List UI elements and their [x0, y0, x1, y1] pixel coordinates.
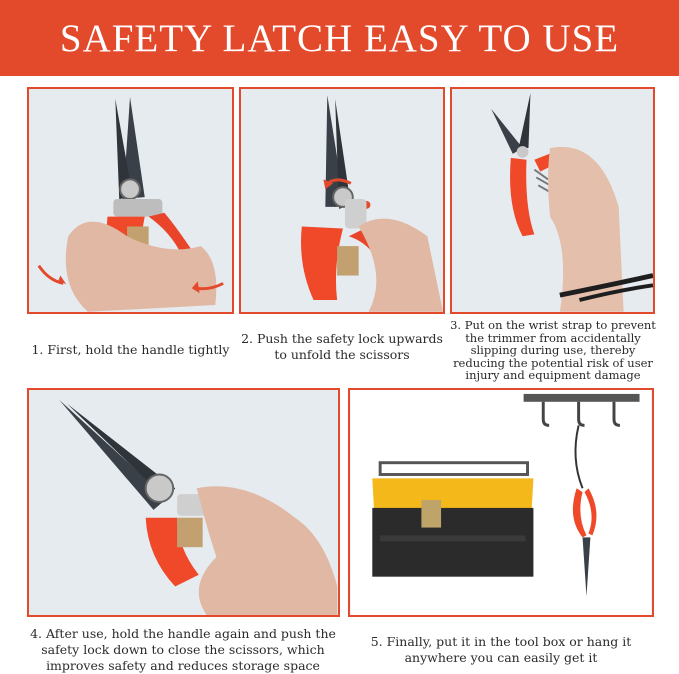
wall-hook-icon [524, 394, 640, 402]
step-5-caption: 5. Finally, put it in the tool box or hang it anywhere you can easily get it [370, 634, 632, 665]
page-title: SAFETY LATCH EASY TO USE [59, 16, 620, 60]
step-1-caption: 1. First, hold the handle tightly [31, 342, 230, 357]
pruning-shears-icon [29, 89, 232, 312]
step-2-caption: 2. Push the safety lock upwards to unfold the scissors [241, 331, 443, 362]
step-2-photo [239, 87, 445, 314]
step-3-photo [450, 87, 655, 314]
pruning-shears-icon [452, 89, 653, 312]
header-banner [0, 0, 679, 76]
pruning-shears-icon [241, 89, 443, 312]
step-3-caption: 3. Put on the wrist strap to prevent the trimmer from accidentally slipping during use, thereby reducing the potential risk of user injury and equipment damage [450, 318, 656, 382]
pruning-shears-icon [29, 390, 338, 615]
step-1-photo [27, 87, 234, 314]
step-5-photo [348, 388, 654, 617]
step-4-photo [27, 388, 340, 617]
step-4-caption: 4. After use, hold the handle again and push the safety lock down to close the scissors, which improves safety and reduces storage space [30, 626, 336, 673]
toolbox-icon [350, 390, 652, 615]
